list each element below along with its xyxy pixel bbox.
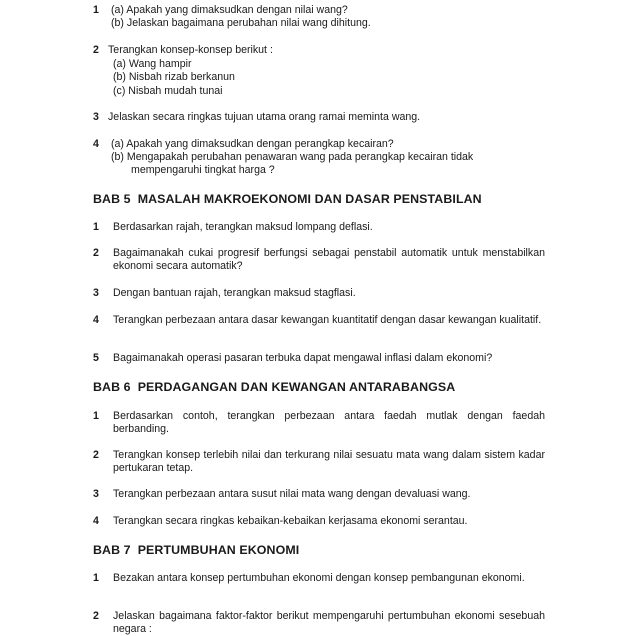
q2-number: 2 bbox=[93, 44, 99, 56]
chapter-7-heading bbox=[93, 543, 299, 557]
q2-part-b: (b) Nisbah rizab berkanun bbox=[113, 71, 235, 83]
ch5-q1-number: 1 bbox=[93, 221, 99, 233]
ch5-q1-text: Berdasarkan rajah, terangkan maksud lompang deflasi. bbox=[113, 221, 373, 233]
q2-stem: Terangkan konsep-konsep berikut : bbox=[108, 44, 273, 56]
q3-text: Jelaskan secara ringkas tujuan utama orang ramai meminta wang. bbox=[108, 111, 421, 123]
q1-part-b: (b) Jelaskan bagaimana perubahan nilai wang dihitung. bbox=[111, 17, 371, 29]
chapter-7-number: BAB 7 bbox=[93, 543, 131, 557]
q4-number: 4 bbox=[93, 138, 99, 150]
ch6-question-4 bbox=[93, 515, 545, 528]
ch5-q2-text: Bagaimanakah cukai progresif berfungsi sebagai penstabil automatik untuk menstabilkan ekonomi secara automatik? bbox=[113, 247, 545, 272]
ch6-q3-number: 3 bbox=[93, 488, 99, 500]
ch6-q4-text: Terangkan secara ringkas kebaikan-kebaikan kerjasama ekonomi serantau. bbox=[113, 515, 468, 527]
chapter-5-heading bbox=[93, 192, 482, 206]
ch7-question-2 bbox=[93, 610, 545, 636]
ch5-q3-number: 3 bbox=[93, 287, 99, 299]
ch6-q3-text: Terangkan perbezaan antara susut nilai mata wang dengan devaluasi wang. bbox=[113, 488, 471, 500]
ch6-q2-text: Terangkan konsep terlebih nilai dan terkurang nilai sesuatu mata wang dalam sistem kadar pertukaran tetap. bbox=[113, 449, 545, 474]
chapter-5-number: BAB 5 bbox=[93, 192, 131, 206]
ch5-q5-number: 5 bbox=[93, 352, 99, 364]
ch6-q4-number: 4 bbox=[93, 515, 99, 527]
ch5-q4-number: 4 bbox=[93, 314, 99, 326]
ch5-question-3 bbox=[93, 287, 545, 300]
ch7-q1-number: 1 bbox=[93, 572, 99, 584]
ch6-question-2 bbox=[93, 449, 545, 475]
ch5-q3-text: Dengan bantuan rajah, terangkan maksud stagflasi. bbox=[113, 287, 356, 299]
q4-part-b-continued: mempengaruhi tingkat harga ? bbox=[131, 164, 275, 176]
ch5-question-4 bbox=[93, 314, 545, 327]
chapter-7-title: PERTUMBUHAN EKONOMI bbox=[137, 543, 300, 557]
ch6-q1-text: Berdasarkan contoh, terangkan perbezaan antara faedah mutlak dengan faedah berbanding. bbox=[113, 410, 545, 435]
ch5-q4-text: Terangkan perbezaan antara dasar kewangan kuantitatif dengan dasar kewangan kualitatif. bbox=[113, 314, 542, 326]
ch5-q5-text: Bagaimanakah operasi pasaran terbuka dapat mengawal inflasi dalam ekonomi? bbox=[113, 352, 493, 364]
ch5-question-1 bbox=[93, 221, 545, 234]
ch5-question-2 bbox=[93, 247, 545, 273]
ch7-q2-number: 2 bbox=[93, 610, 99, 622]
ch7-question-1 bbox=[93, 572, 545, 585]
chapter-6-title: PERDAGANGAN DAN KEWANGAN ANTARABANGSA bbox=[137, 380, 456, 394]
ch6-q2-number: 2 bbox=[93, 449, 99, 461]
q2-part-a: (a) Wang hampir bbox=[113, 58, 192, 70]
chapter-5-title: MASALAH MAKROEKONOMI DAN DASAR PENSTABILAN bbox=[137, 192, 482, 206]
q4-part-a: (a) Apakah yang dimaksudkan dengan perangkap kecairan? bbox=[111, 138, 394, 150]
ch6-question-1 bbox=[93, 410, 545, 436]
q4-part-b: (b) Mengapakah perubahan penawaran wang pada perangkap kecairan tidak bbox=[111, 151, 474, 163]
chapter-6-number: BAB 6 bbox=[93, 380, 131, 394]
ch6-question-3 bbox=[93, 488, 545, 501]
ch6-q1-number: 1 bbox=[93, 410, 99, 422]
q1-part-a: (a) Apakah yang dimaksudkan dengan nilai wang? bbox=[111, 4, 348, 16]
ch5-question-5 bbox=[93, 352, 545, 365]
chapter-6-heading bbox=[93, 380, 455, 394]
ch7-q2-text: Jelaskan bagaimana faktor-faktor berikut mempengaruhi pertumbuhan ekonomi sesebuah negara : bbox=[113, 610, 545, 635]
q3-number: 3 bbox=[93, 111, 99, 123]
q1-number: 1 bbox=[93, 4, 99, 16]
q2-part-c: (c) Nisbah mudah tunai bbox=[113, 85, 223, 97]
ch7-q1-text: Bezakan antara konsep pertumbuhan ekonomi dengan konsep pembangunan ekonomi. bbox=[113, 572, 525, 584]
ch5-q2-number: 2 bbox=[93, 247, 99, 259]
